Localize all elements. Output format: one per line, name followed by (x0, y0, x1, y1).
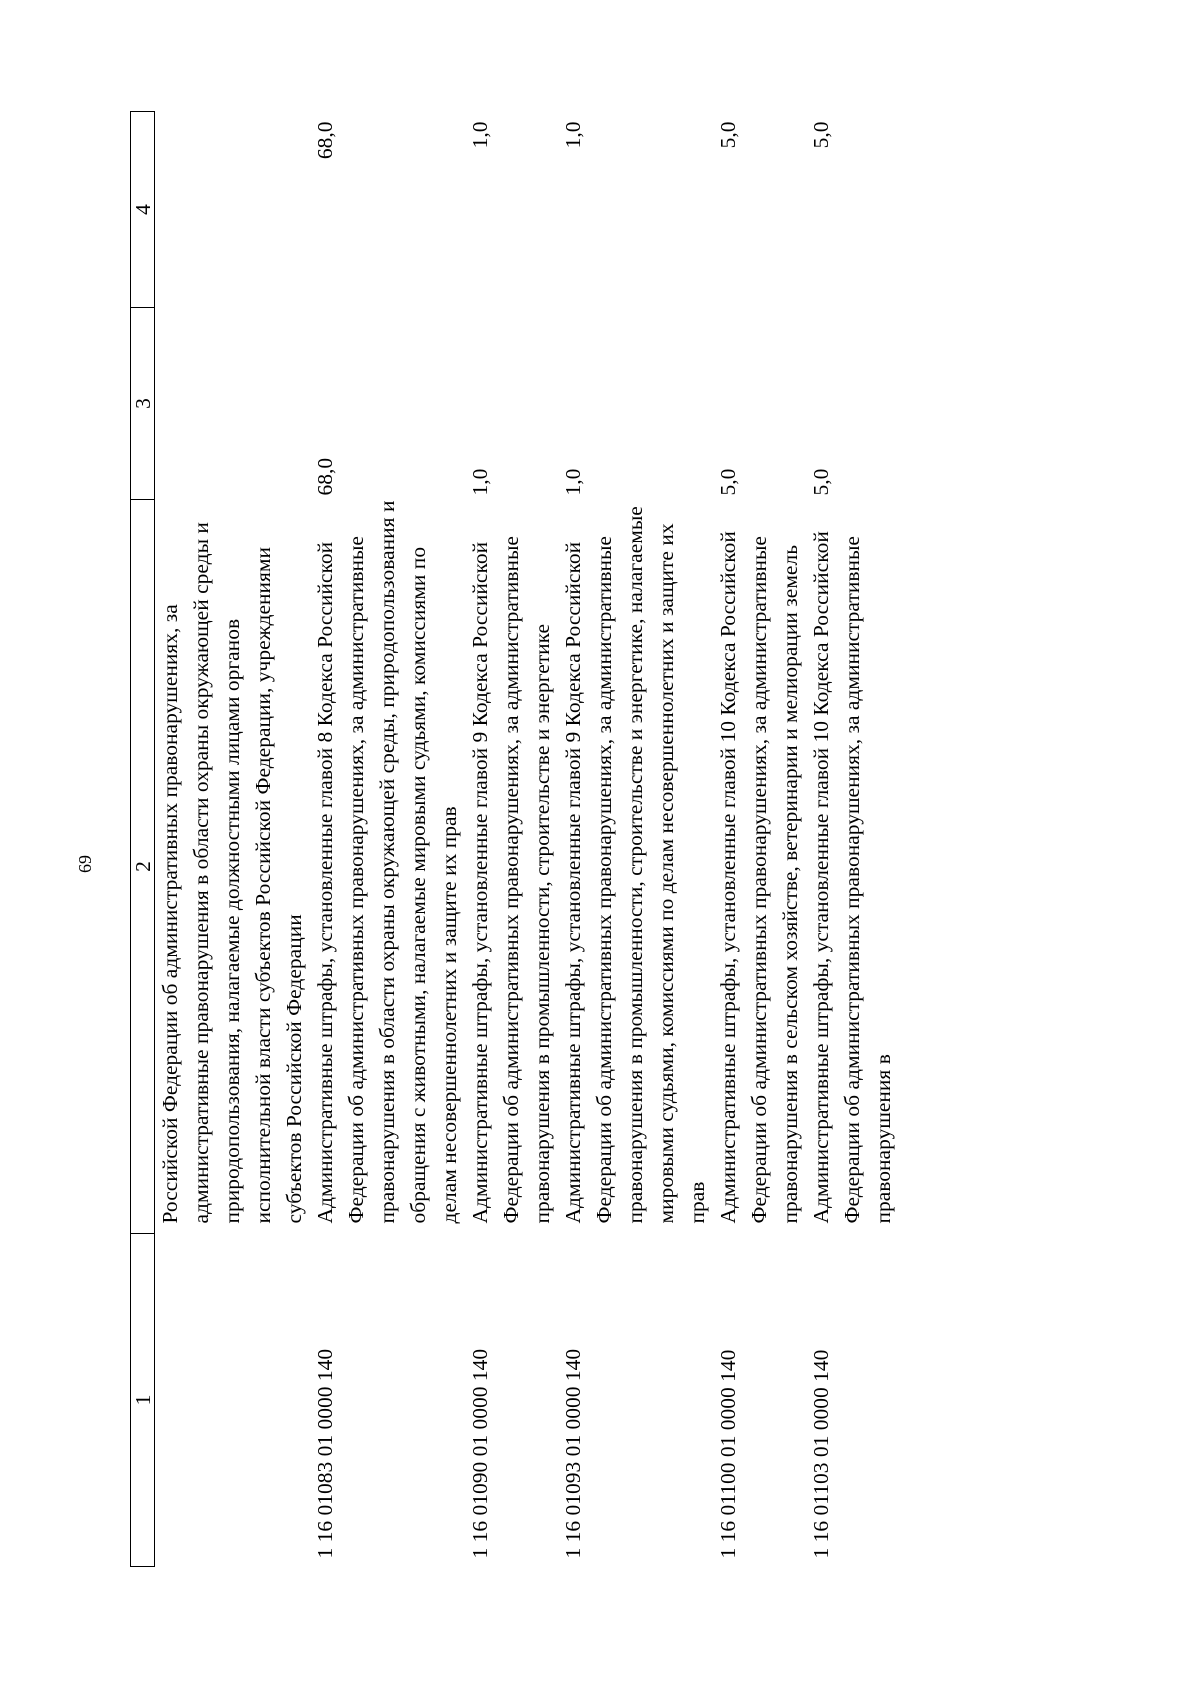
rotated-table-container (130, 112, 1070, 1567)
page-number: 69 (75, 855, 95, 873)
description-cell: Административные штрафы, установленные главой 8 Кодекса Российской Федерации об административных правонарушениях, за административные правонарушения в области охраны окружающей среды, природопользования и обращения с животными, налагаемые мировыми судьями, комиссиями по делам несовершеннолетних и защите их прав (313, 500, 461, 1224)
table-row (310, 112, 465, 1567)
code-cell (155, 1234, 311, 1567)
value-cell-col4: 68,0 (313, 121, 337, 160)
header-col-2: 2 (131, 500, 155, 1234)
table-row (806, 112, 899, 1567)
value-cell-col4: 5,0 (716, 121, 740, 149)
value-cell-col4: 1,0 (468, 121, 492, 149)
value-cell-col3 (155, 308, 311, 500)
description-cell: Административные штрафы, установленные главой 10 Кодекса Российской Федерации об административных правонарушениях, за административные правонарушения в (809, 531, 895, 1224)
value-cell-col4 (155, 112, 311, 308)
table-row (155, 112, 311, 1567)
value-cell-col3: 5,0 (809, 468, 833, 496)
value-cell-col3: 1,0 (468, 468, 492, 496)
code-cell: 1 16 01093 01 0000 140 (561, 1348, 585, 1559)
budget-table (130, 111, 899, 1567)
header-row (131, 112, 155, 1567)
description-cell: Административные штрафы, установленные главой 10 Кодекса Российской Федерации об административных правонарушениях, за административные правонарушения в сельском хозяйстве, ветеринарии и мелиорации земель (716, 531, 802, 1224)
value-cell-col4: 5,0 (809, 121, 833, 149)
value-cell-col3: 68,0 (313, 457, 337, 496)
code-cell: 1 16 01083 01 0000 140 (313, 1348, 337, 1559)
value-cell-col4: 1,0 (561, 121, 585, 149)
header-col-4: 4 (131, 112, 155, 308)
table-row (713, 112, 806, 1567)
code-cell: 1 16 01090 01 0000 140 (468, 1348, 492, 1559)
description-cell: Административные штрафы, установленные главой 9 Кодекса Российской Федерации об административных правонарушениях, за административные правонарушения в промышленности, строительстве и энергетике, налагаемые мировыми судьями, комиссиями по делам несовершеннолетних и защите их прав (561, 506, 709, 1224)
table-row (465, 112, 558, 1567)
table-row (558, 112, 713, 1567)
description-cell: Российской Федерации об административных правонарушениях, за административные правонарушения в области охраны окружающей среды и природопользования, налагаемые должностными лицами органов исполнительной власти субъектов Российской Федерации, учреждениями субъектов Российской Федерации (158, 522, 306, 1224)
header-col-1: 1 (131, 1234, 155, 1567)
description-cell: Административные штрафы, установленные главой 9 Кодекса Российской Федерации об административных правонарушениях, за административные правонарушения в промышленности, строительстве и энергетике (468, 536, 554, 1224)
code-cell: 1 16 01100 01 0000 140 (716, 1349, 740, 1559)
value-cell-col3: 1,0 (561, 468, 585, 496)
value-cell-col3: 5,0 (716, 468, 740, 496)
code-cell: 1 16 01103 01 0000 140 (809, 1349, 833, 1559)
header-col-3: 3 (131, 308, 155, 500)
